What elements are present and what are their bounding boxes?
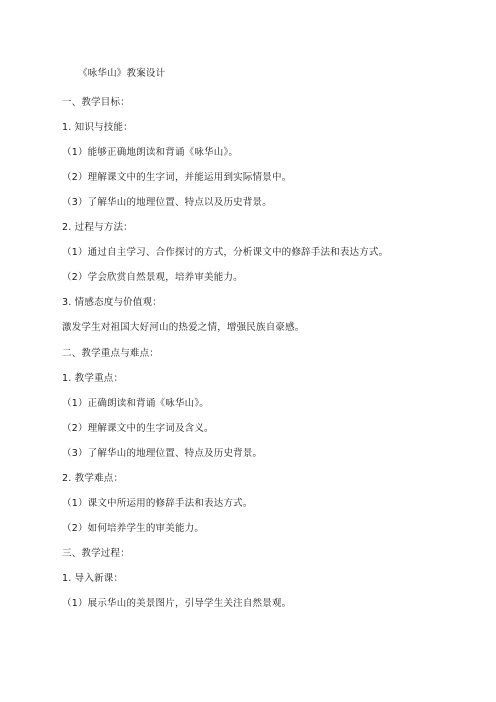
subheading-process-methods: 2. 过程与方法： (62, 222, 133, 233)
list-item: （2）学会欣赏自然景观，培养审美能力。 (62, 272, 243, 283)
subheading-emotion-values: 3. 情感态度与价值观： (62, 297, 162, 308)
subheading-teaching-difficulty: 2. 教学难点： (62, 473, 124, 484)
section-heading-objectives: 一、教学目标： (62, 97, 130, 108)
subheading-knowledge-skills: 1. 知识与技能： (62, 122, 133, 133)
section-heading-key-points: 二、教学重点与难点： (62, 348, 160, 359)
list-item: （1）课文中所运用的修辞手法和表达方式。 (62, 498, 253, 509)
subheading-introduction: 1. 导入新课： (62, 573, 124, 584)
paragraph: 激发学生对祖国大好河山的热爱之情，增强民族自豪感。 (62, 322, 305, 333)
list-item: （1）能够正确地朗读和背诵《咏华山》。 (62, 147, 239, 158)
list-item: （3）了解华山的地理位置、特点及历史背景。 (62, 448, 263, 459)
subheading-teaching-focus: 1. 教学重点： (62, 373, 124, 384)
list-item: （2）理解课文中的生字词及含义。 (62, 423, 214, 434)
list-item: （2）如何培养学生的审美能力。 (62, 523, 205, 534)
section-heading-process: 三、教学过程： (62, 548, 130, 559)
list-item: （2）理解课文中的生字词，并能运用到实际情景中。 (62, 172, 292, 183)
list-item: （1）正确朗读和背诵《咏华山》。 (62, 398, 209, 409)
list-item: （1）展示华山的美景图片，引导学生关注自然景观。 (62, 598, 292, 609)
list-item: （3）了解华山的地理位置、特点以及历史背景。 (62, 197, 272, 208)
list-item: （1）通过自主学习、合作探讨的方式，分析课文中的修辞手法和表达方式。 (62, 247, 389, 258)
document-title: 《咏华山》教案设计 (78, 68, 166, 79)
